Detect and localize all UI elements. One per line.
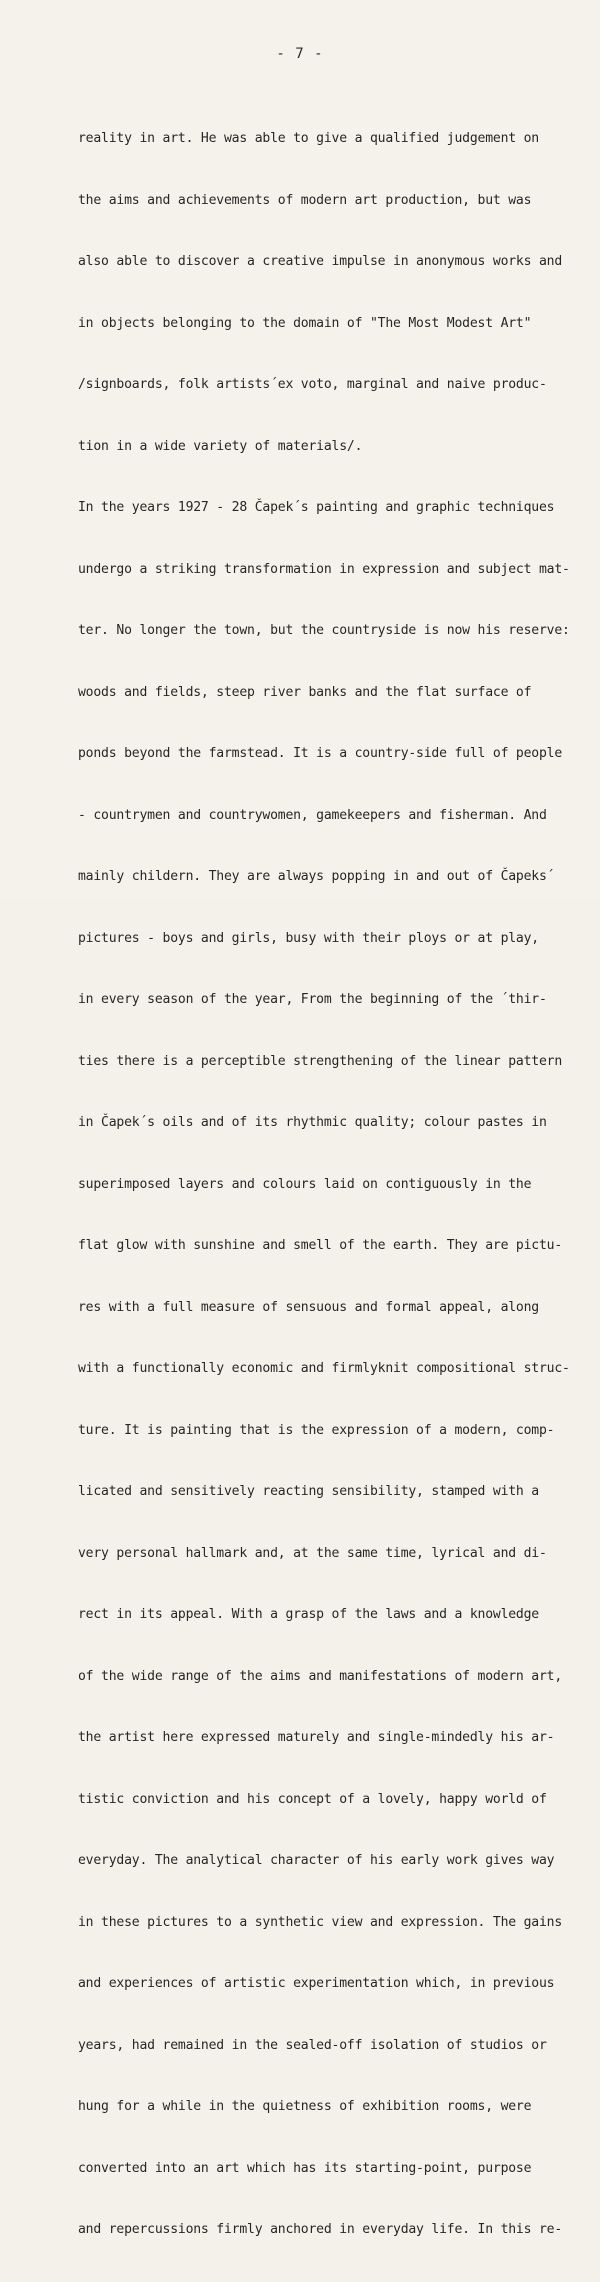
text-line: and repercussions firmly anchored in everyday life. In this re- <box>78 2222 563 2237</box>
text-line: the aims and achievements of modern art production, but was <box>78 192 532 208</box>
text-line: mainly childern. They are always popping in and out of Čapeks´ <box>78 869 555 884</box>
body-text <box>78 88 583 2282</box>
text-line: converted into an art which has its starting-point, purpose <box>78 2160 532 2176</box>
text-line: in these pictures to a synthetic view and expression. The gains <box>78 1914 563 1930</box>
text-line: the artist here expressed maturely and single-mindedly his ar- <box>78 1730 555 1745</box>
text-line: reality in art. He was able to give a qualified judgement on <box>78 131 539 146</box>
text-line: hung for a while in the quietness of exhibition rooms, were <box>78 2099 532 2114</box>
text-line: woods and fields, steep river banks and the flat surface of <box>78 684 532 700</box>
text-line: very personal hallmark and, at the same time, lyrical and di- <box>78 1545 547 1561</box>
text-line: also able to discover a creative impulse in anonymous works and <box>78 254 563 269</box>
text-line: and experiences of artistic experimentation which, in previous <box>78 1976 555 1991</box>
text-line: - countrymen and countrywomen, gamekeepers and fisherman. And <box>78 807 547 823</box>
text-line: with a functionally economic and firmlyknit compositional struc- <box>78 1361 570 1376</box>
text-line: ture. It is painting that is the expression of a modern, comp- <box>78 1422 555 1438</box>
text-line: in objects belonging to the domain of "The Most Modest Art" <box>78 315 532 331</box>
text-line: pictures - boys and girls, busy with their ploys or at play, <box>78 930 539 946</box>
text-line: licated and sensitively reacting sensibility, stamped with a <box>78 1484 539 1499</box>
text-line: tion in a wide variety of materials/. <box>78 438 363 454</box>
text-line: in every season of the year, From the beginning of the ´thir- <box>78 992 547 1007</box>
text-line: everyday. The analytical character of his early work gives way <box>78 1853 555 1868</box>
text-line: ponds beyond the farmstead. It is a country-side full of people <box>78 746 563 761</box>
text-line: undergo a striking transformation in expression and subject mat- <box>78 561 570 577</box>
text-line: superimposed layers and colours laid on contiguously in the <box>78 1176 532 1192</box>
text-line: In the years 1927 - 28 Čapek´s painting and graphic techniques <box>78 500 555 515</box>
text-line: flat glow with sunshine and smell of the earth. They are pictu- <box>78 1238 563 1253</box>
text-line: tistic conviction and his concept of a lovely, happy world of <box>78 1791 547 1807</box>
page-number: - 7 - <box>276 46 324 62</box>
text-line: ties there is a perceptible strengthening of the linear pattern <box>78 1053 563 1069</box>
text-line: /signboards, folk artists´ex voto, marginal and naive produc- <box>78 377 547 392</box>
text-line: res with a full measure of sensuous and formal appeal, along <box>78 1299 539 1315</box>
text-line: in Čapek´s oils and of its rhythmic quality; colour pastes in <box>78 1115 547 1130</box>
text-line: ter. No longer the town, but the countryside is now his reserve: <box>78 623 570 638</box>
text-line: rect in its appeal. With a grasp of the laws and a knowledge <box>78 1607 539 1622</box>
text-line: of the wide range of the aims and manifestations of modern art, <box>78 1668 563 1684</box>
text-line: years, had remained in the sealed-off isolation of studios or <box>78 2037 547 2053</box>
